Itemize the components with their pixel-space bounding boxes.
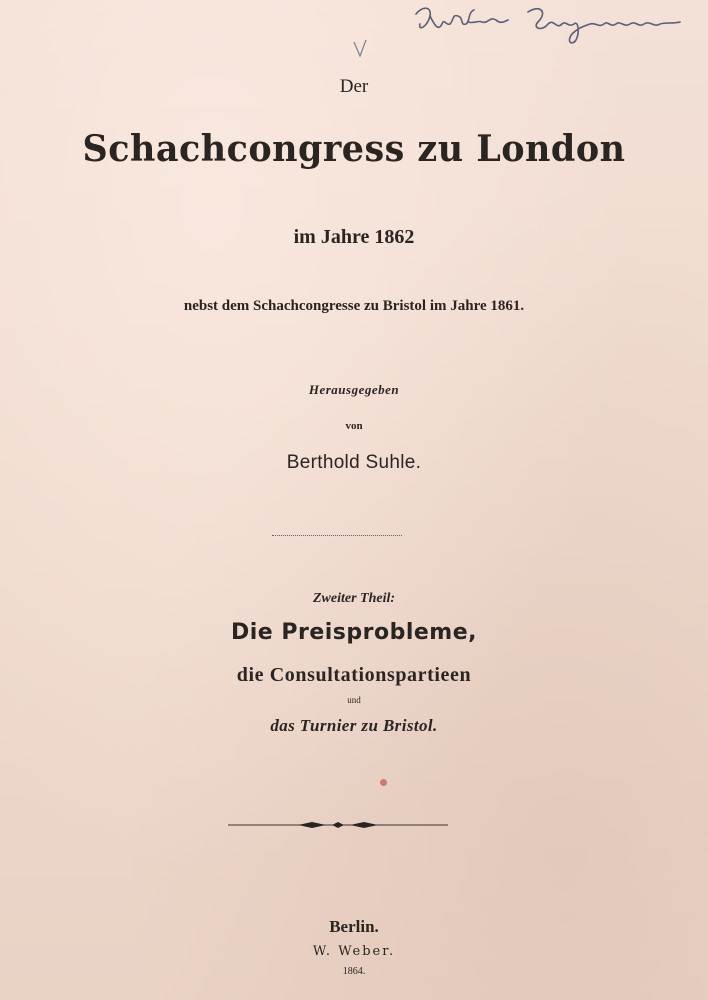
pencil-check-mark <box>352 38 368 60</box>
ink-stain <box>380 779 387 786</box>
editor-label: Herausgegeben <box>308 382 400 397</box>
part-title-line-3: das Turnier zu Bristol. <box>270 716 438 735</box>
and-label: und <box>347 695 361 705</box>
part-title-line-2: die Consultationspartieen <box>236 664 472 686</box>
part-title: Die Preisprobleme, <box>230 620 478 645</box>
handwritten-signature <box>408 2 708 50</box>
book-title: Schachcongress zu London <box>82 128 626 170</box>
book-subtitle: im Jahre 1862 <box>293 226 415 248</box>
divider-rule <box>272 535 402 536</box>
ornamental-divider <box>228 817 448 833</box>
author-name: Berthold Suhle. <box>286 452 422 473</box>
publication-city: Berlin. <box>329 917 379 936</box>
by-label: von <box>345 420 363 432</box>
part-label: Zweiter Theil: <box>312 591 396 606</box>
publication-year: 1864. <box>342 966 366 977</box>
companion-line: nebst dem Schachcongresse zu Bristol im Jahre 1861. <box>183 298 525 314</box>
publisher-name: W. Weber. <box>312 944 396 959</box>
title-prefix: Der <box>339 76 369 97</box>
